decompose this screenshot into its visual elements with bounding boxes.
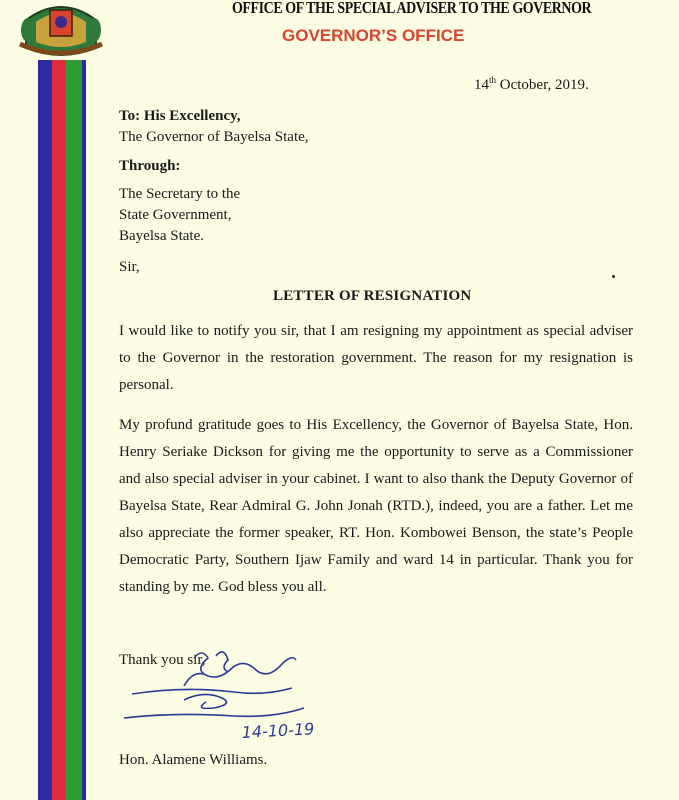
salutation: Sir, bbox=[119, 259, 140, 275]
recipient-block bbox=[119, 106, 309, 148]
signature-date: 14-10-19 bbox=[241, 719, 315, 742]
to-line: The Governor of Bayelsa State, bbox=[119, 129, 309, 145]
left-flag-stripe-edge bbox=[82, 60, 86, 800]
letter-date: 14th October, 2019. bbox=[474, 75, 589, 93]
left-flag-stripe-blue bbox=[38, 60, 52, 800]
through-block bbox=[119, 184, 240, 247]
letter-subject: LETTER OF RESIGNATION bbox=[273, 288, 472, 304]
state-crest-logo bbox=[14, 0, 108, 60]
through-line: Bayelsa State. bbox=[119, 228, 204, 244]
to-label: To: His Excellency, bbox=[119, 108, 241, 124]
handwritten-signature bbox=[124, 646, 344, 746]
speck bbox=[612, 275, 615, 278]
signer-name: Hon. Alamene Williams. bbox=[119, 752, 268, 768]
through-label: Through: bbox=[119, 158, 181, 174]
letterhead-sub-office: GOVERNOR’S OFFICE bbox=[282, 26, 465, 45]
left-flag-stripe-red bbox=[52, 60, 66, 800]
left-flag-stripe-green bbox=[66, 60, 82, 800]
closing: Thank you sir, bbox=[119, 652, 206, 668]
through-line: State Government, bbox=[119, 207, 232, 223]
body-paragraph-2: My profund gratitude goes to His Excellency, the Governor of Bayelsa State, Hon. Henry Seriake Dickson for giving me the opportunity to serve as a Commissioner and also special adviser in your cabinet. I want to also thank the Deputy Governor of Bayelsa State, Rear Admiral G. John Jonah (RTD.), indeed, you are a father. Let me also appreciate the former speaker, RT. Hon. Kombowei Benson, the state’s People Democratic Party, Southern Ijaw Family and ward 14 in particular. Thank you for standing by me. God bless you all. bbox=[119, 417, 633, 595]
through-line: The Secretary to the bbox=[119, 186, 241, 202]
letterhead-office: OFFICE OF THE SPECIAL ADVISER TO THE GOVERNOR bbox=[232, 0, 592, 17]
body-paragraph-1: I would like to notify you sir, that I am resigning my appointment as special adviser to the Governor in the restoration government. The reason for my resignation is personal. bbox=[119, 323, 633, 393]
